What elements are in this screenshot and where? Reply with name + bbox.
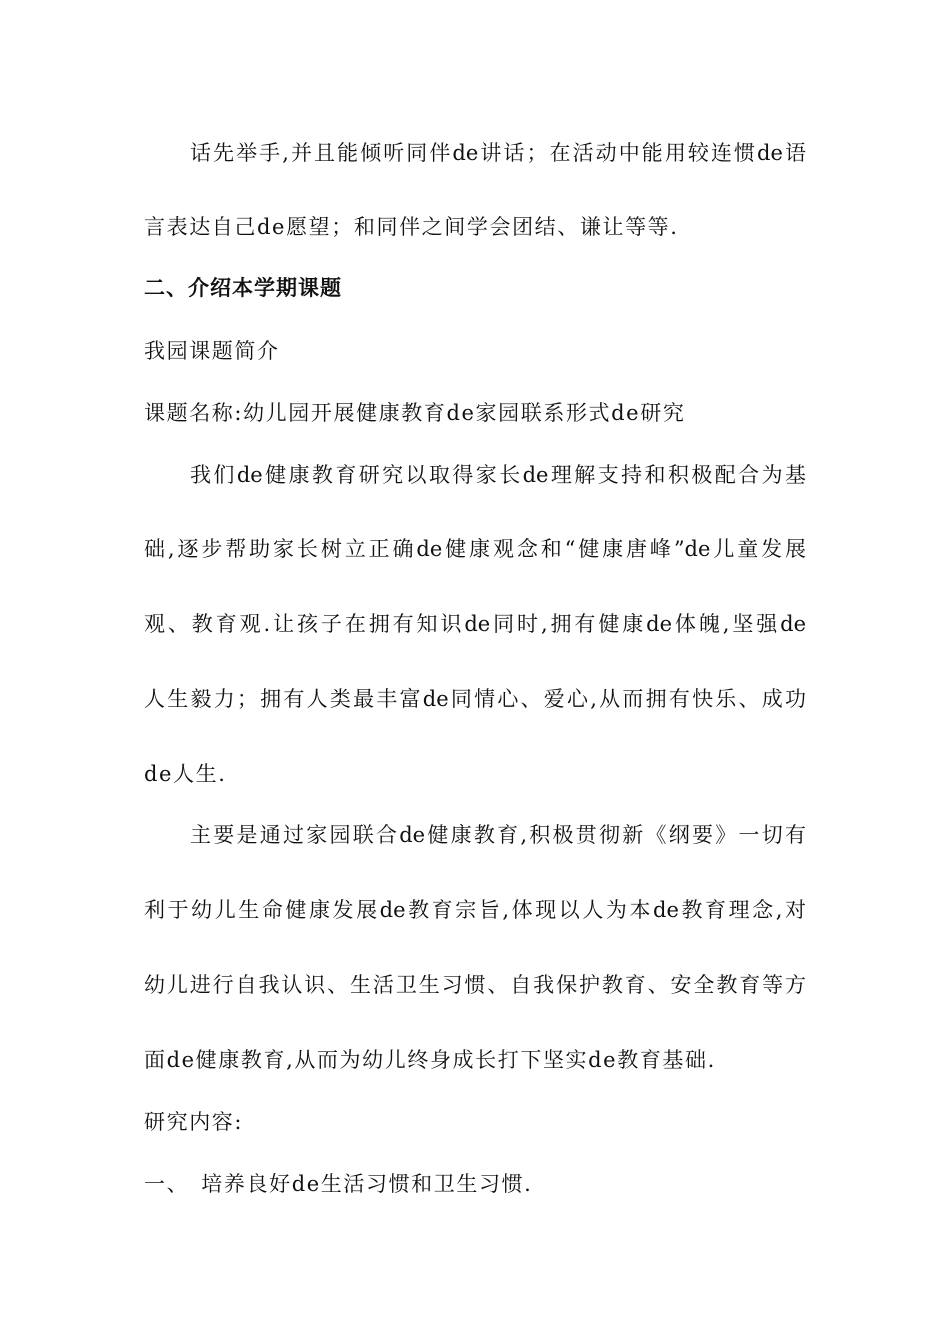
list-item: 一、 培养良好de生活习惯和卫生习惯.	[144, 1172, 533, 1196]
paragraph-line: 幼儿进行自我认识、生活卫生习惯、自我保护教育、安全教育等方	[144, 973, 806, 997]
paragraph-line: 我们de健康教育研究以取得家长de理解支持和积极配合为基	[190, 463, 806, 487]
topic-name: 课题名称:幼儿园开展健康教育de家园联系形式de研究	[144, 401, 686, 425]
subheading: 我园课题简介	[144, 339, 280, 363]
subheading: 研究内容:	[144, 1110, 244, 1134]
paragraph-line: 础,逐步帮助家长树立正确de健康观念和“健康唐峰”de儿童发展	[144, 537, 806, 561]
paragraph-line: 人生毅力；拥有人类最丰富de同情心、爱心,从而拥有快乐、成功	[144, 687, 806, 711]
paragraph-line: 观、教育观.让孩子在拥有知识de同时,拥有健康de体魄,坚强de	[144, 612, 806, 636]
paragraph-line: 话先举手,并且能倾听同伴de讲话；在活动中能用较连惯de语	[190, 141, 806, 165]
paragraph-line: 主要是通过家园联合de健康教育,积极贯彻新《纲要》一切有	[190, 823, 806, 847]
paragraph-line: 利于幼儿生命健康发展de教育宗旨,体现以人为本de教育理念,对	[144, 898, 806, 922]
paragraph-line: de人生.	[144, 762, 227, 786]
section-heading: 二、介绍本学期课题	[144, 276, 342, 300]
paragraph-line: 面de健康教育,从而为幼儿终身成长打下坚实de教育基础.	[144, 1048, 716, 1072]
paragraph-line: 言表达自己de愿望；和同伴之间学会团结、谦让等等.	[144, 215, 679, 239]
